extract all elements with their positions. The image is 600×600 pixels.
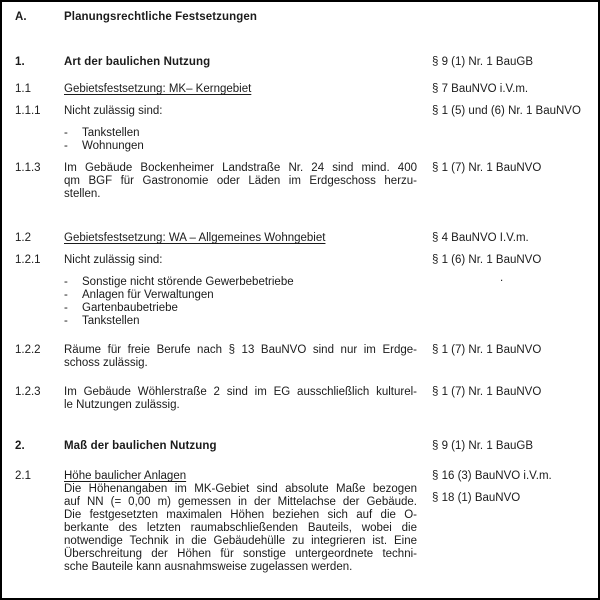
- paragraph-line: berkante des letzten raumabschließenden Bauteils, wobei die: [64, 522, 417, 534]
- section-1-2-2: [15, 344, 590, 370]
- bullet-list: [64, 127, 417, 153]
- section-1-1-3: [15, 162, 590, 201]
- bullet-dash: -: [64, 289, 68, 301]
- section-1-2-1: [15, 254, 590, 328]
- festsetzungen-document: [15, 11, 590, 574]
- bullet-item-text: Anlagen für Verwaltungen: [82, 289, 214, 301]
- bullet-dash: -: [64, 140, 68, 152]
- paragraph-line: Die festgesetzten maximalen Höhen beziehen sich auf die O-: [64, 509, 417, 521]
- bullet-dash: -: [64, 276, 68, 288]
- paragraph-line: qm BGF für Gastronomie oder Läden im Erdgeschoss herzu-: [64, 175, 417, 187]
- bullet-dash: -: [64, 302, 68, 314]
- section-title-text: Maß der baulichen Nutzung: [64, 440, 217, 452]
- scan-artifact-dot: .: [500, 272, 504, 284]
- paragraph-line: notwendige Technik in die Gebäudehülle zu integrieren ist. Eine: [64, 535, 417, 547]
- legal-reference-column: [417, 440, 590, 453]
- paragraph-line: Im Gebäude Wöhlerstraße 2 sind im EG ausschließlich kulturel-: [64, 386, 417, 398]
- section-content: [64, 105, 417, 153]
- section-a: [15, 11, 590, 24]
- section-title-text: Nicht zulässig sind:: [64, 105, 163, 117]
- section-paragraph: [64, 483, 417, 574]
- bullet-item-text: Wohnungen: [82, 140, 144, 152]
- section-title: [64, 470, 417, 483]
- section-content: [64, 386, 417, 412]
- section-content: [64, 440, 417, 453]
- legal-reference-column: [417, 83, 590, 96]
- legal-reference-column: [417, 162, 590, 175]
- section-title-text: Gebietsfestsetzung: MK– Kerngebiet: [64, 83, 252, 95]
- section-1-1: [15, 83, 590, 96]
- legal-reference-column: [417, 386, 590, 399]
- section-1-2-3: [15, 386, 590, 412]
- section-content: [64, 470, 417, 574]
- section-number: 1.2.1: [15, 254, 41, 266]
- section-title-text: Art der baulichen Nutzung: [64, 56, 211, 68]
- list-item: [64, 302, 417, 315]
- section-title-text: Gebietsfestsetzung: WA – Allgemeines Wohngebiet: [64, 232, 326, 244]
- paragraph-line: stellen.: [64, 188, 101, 200]
- legal-reference: § 1 (7) Nr. 1 BauNVO: [432, 162, 542, 174]
- legal-reference-column: [417, 232, 590, 245]
- legal-reference: § 16 (3) BauNVO i.V.m.: [432, 470, 552, 482]
- paragraph-line: le Nutzungen zulässig.: [64, 399, 180, 411]
- section-number: 1.: [15, 56, 25, 68]
- section-content: [64, 83, 417, 96]
- paragraph-line: schoss zulässig.: [64, 357, 148, 369]
- section-number: 1.1.1: [15, 105, 41, 117]
- legal-reference: § 9 (1) Nr. 1 BauGB: [432, 56, 533, 68]
- legal-reference-column: [417, 344, 590, 357]
- section-number: 1.1: [15, 83, 31, 95]
- section-title-text: Höhe baulicher Anlagen: [64, 470, 187, 482]
- paragraph-line: sche Bauteile kann ausnahmsweise zugelassen werden.: [64, 561, 353, 573]
- section-1: [15, 56, 590, 69]
- section-title-text: Nicht zulässig sind:: [64, 254, 163, 266]
- legal-reference-column: [417, 56, 590, 69]
- section-number: 2.: [15, 440, 25, 452]
- list-item: [64, 289, 417, 302]
- section-content: [64, 232, 417, 245]
- list-item: [64, 140, 417, 153]
- section-title: [64, 56, 417, 69]
- section-title-text: Planungsrechtliche Festsetzungen: [64, 11, 257, 23]
- legal-reference-column: [417, 105, 590, 118]
- legal-reference-column: [417, 470, 590, 505]
- paragraph-line: auf NN (= 0,00 m) gemessen in der Mittelachse der Gebäude.: [64, 496, 417, 508]
- legal-reference-column: [417, 254, 590, 283]
- bullet-dash: -: [64, 315, 68, 327]
- section-title: [64, 83, 417, 96]
- section-1-1-1: [15, 105, 590, 153]
- section-content: [64, 344, 417, 370]
- legal-reference: § 1 (6) Nr. 1 BauNVO: [432, 254, 542, 266]
- paragraph-line: Räume für freie Berufe nach § 13 BauNVO sind nur im Erdge-: [64, 344, 417, 356]
- section-2: [15, 440, 590, 453]
- section-number: 1.2.3: [15, 386, 41, 398]
- legal-reference: § 4 BauNVO I.V.m.: [432, 232, 529, 244]
- paragraph-line: Überschreitung der Höhen für sonstige untergeordnete techni-: [64, 548, 417, 560]
- legal-reference: § 1 (7) Nr. 1 BauNVO: [432, 344, 542, 356]
- section-title: [64, 440, 417, 453]
- section-number: 1.1.3: [15, 162, 41, 174]
- legal-reference: § 7 BauNVO i.V.m.: [432, 83, 529, 95]
- section-title: [64, 232, 417, 245]
- section-2-1: [15, 470, 590, 574]
- section-title: [64, 254, 417, 267]
- section-paragraph: [64, 162, 417, 201]
- bullet-item-text: Gartenbaubetriebe: [82, 302, 178, 314]
- bullet-dash: -: [64, 127, 68, 139]
- section-paragraph: [64, 386, 417, 412]
- section-content: [64, 162, 417, 201]
- bullet-item-text: Sonstige nicht störende Gewerbebetriebe: [82, 276, 294, 288]
- section-content: [64, 11, 417, 24]
- paragraph-line: Die Höhenangaben im MK-Gebiet sind absolute Maße bezogen: [64, 483, 417, 495]
- legal-reference: § 9 (1) Nr. 1 BauGB: [432, 440, 533, 452]
- section-number: 1.2: [15, 232, 31, 244]
- legal-reference: § 1 (7) Nr. 1 BauNVO: [432, 386, 542, 398]
- list-item: [64, 315, 417, 328]
- bullet-item-text: Tankstellen: [82, 127, 140, 139]
- section-title: [64, 105, 417, 118]
- legal-reference: § 1 (5) und (6) Nr. 1 BauNVO: [432, 105, 581, 117]
- list-item: [64, 127, 417, 140]
- bullet-item-text: Tankstellen: [82, 315, 140, 327]
- section-number: A.: [15, 11, 27, 23]
- paragraph-line: Im Gebäude Bockenheimer Landstraße Nr. 24 sind mind. 400: [64, 162, 417, 174]
- section-number: 2.1: [15, 470, 31, 482]
- section-content: [64, 56, 417, 69]
- section-content: [64, 254, 417, 328]
- section-paragraph: [64, 344, 417, 370]
- section-number: 1.2.2: [15, 344, 41, 356]
- list-item: [64, 276, 417, 289]
- section-1-2: [15, 232, 590, 245]
- section-title: [64, 11, 417, 24]
- legal-reference: § 18 (1) BauNVO: [432, 492, 521, 504]
- bullet-list: [64, 276, 417, 328]
